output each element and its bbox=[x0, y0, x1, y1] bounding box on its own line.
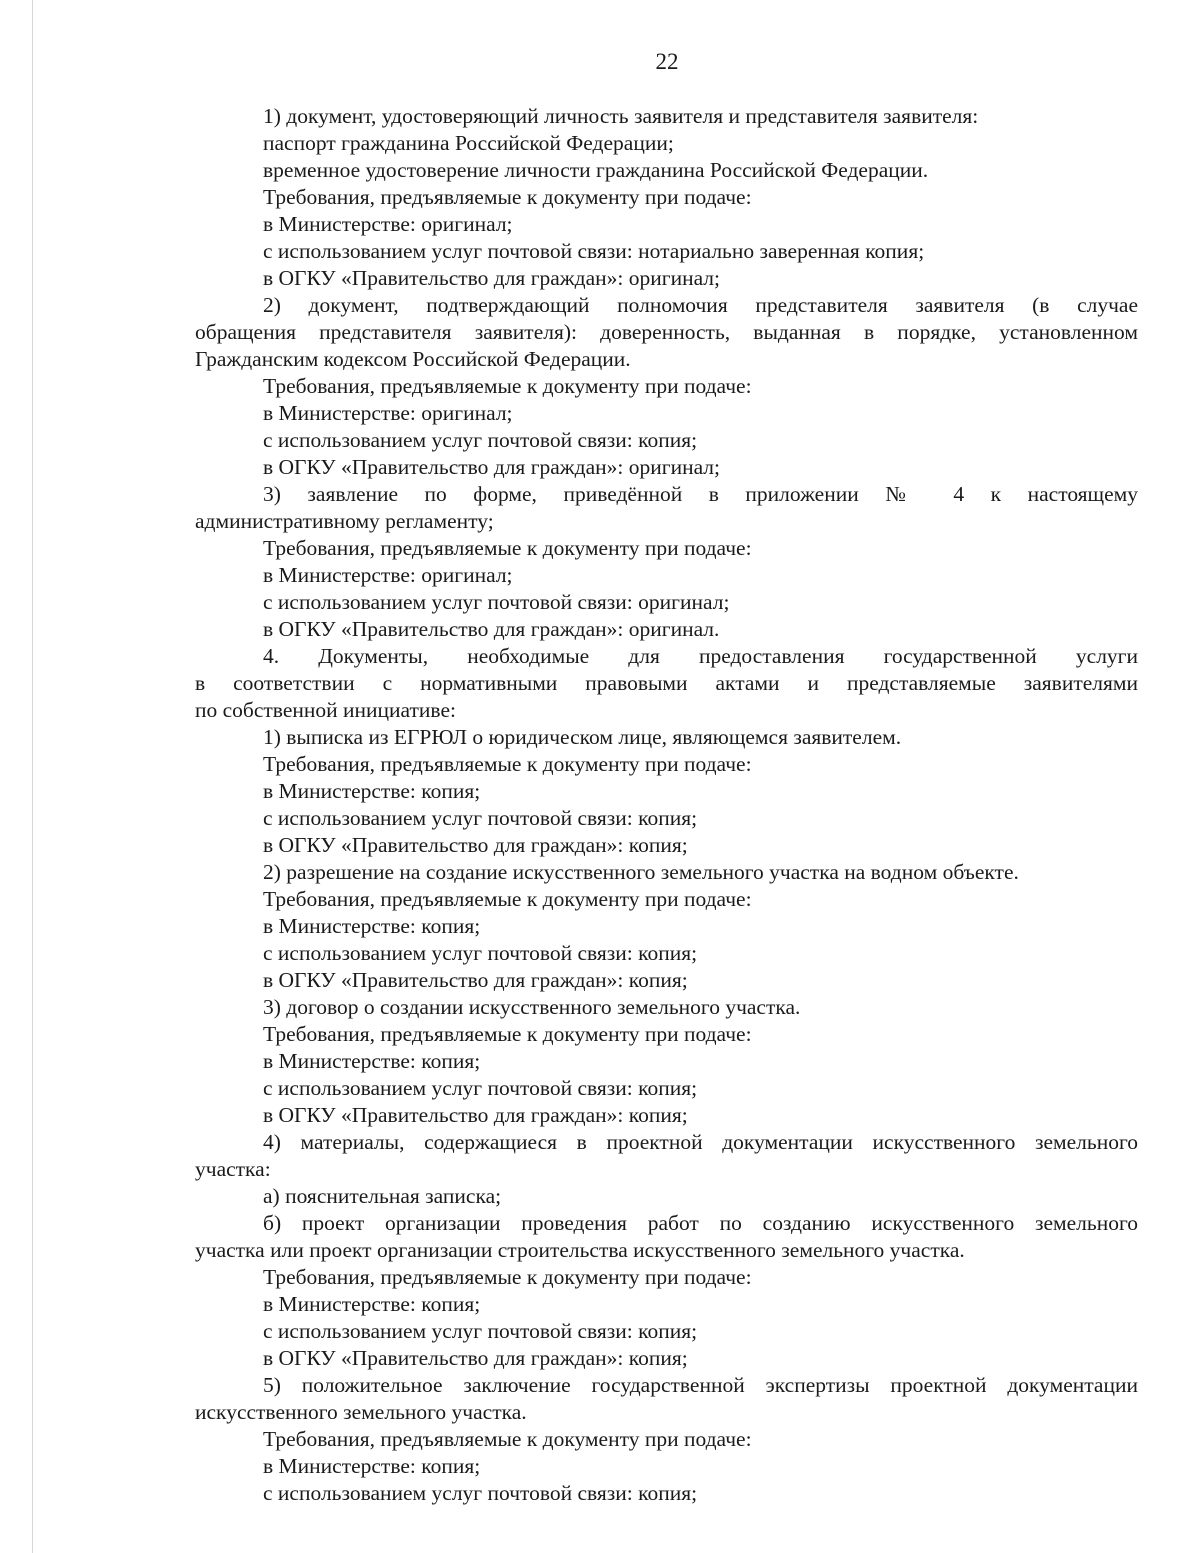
text-line: по собственной инициативе: bbox=[195, 698, 456, 722]
text-line: паспорт гражданина Российской Федерации; bbox=[263, 131, 674, 155]
text-line: 1) выписка из ЕГРЮЛ о юридическом лице, являющемся заявителем. bbox=[263, 725, 902, 749]
text-line: с использованием услуг почтовой связи: копия; bbox=[263, 1076, 698, 1100]
text-line: в Министерстве: оригинал; bbox=[263, 563, 513, 587]
text-line: Требования, предъявляемые к документу при подаче: bbox=[263, 887, 752, 911]
text-line: Требования, предъявляемые к документу при подаче: bbox=[263, 374, 752, 398]
text-line: обращения представителя заявителя): доверенность, выданная в порядке, установленном bbox=[195, 320, 1138, 344]
text-line: Требования, предъявляемые к документу при подаче: bbox=[263, 1427, 752, 1451]
text-line: в ОГКУ «Правительство для граждан»: копия; bbox=[263, 968, 688, 992]
page-number: 22 bbox=[655, 49, 679, 74]
text-line: Требования, предъявляемые к документу при подаче: bbox=[263, 752, 752, 776]
text-line: Требования, предъявляемые к документу при подаче: bbox=[263, 1022, 752, 1046]
text-line: в Министерстве: оригинал; bbox=[263, 401, 513, 425]
text-line: в Министерстве: копия; bbox=[263, 1454, 481, 1478]
text-line: с использованием услуг почтовой связи: копия; bbox=[263, 806, 698, 830]
text-line: временное удостоверение личности гражданина Российской Федерации. bbox=[263, 158, 929, 182]
text-line: Требования, предъявляемые к документу при подаче: bbox=[263, 1265, 752, 1289]
text-line: с использованием услуг почтовой связи: копия; bbox=[263, 941, 698, 965]
text-line: в ОГКУ «Правительство для граждан»: оригинал; bbox=[263, 455, 721, 479]
text-line: Требования, предъявляемые к документу при подаче: bbox=[263, 536, 752, 560]
text-line: с использованием услуг почтовой связи: нотариально заверенная копия; bbox=[263, 239, 925, 263]
text-line: с использованием услуг почтовой связи: копия; bbox=[263, 1319, 698, 1343]
text-line: в Министерстве: копия; bbox=[263, 779, 481, 803]
scan-margin-line bbox=[32, 0, 33, 1553]
text-line: искусственного земельного участка. bbox=[195, 1400, 527, 1424]
text-line: административному регламенту; bbox=[195, 509, 494, 533]
text-line: 2) документ, подтверждающий полномочия представителя заявителя (в случае bbox=[263, 293, 1138, 317]
document-body bbox=[195, 103, 1138, 1507]
text-line: в ОГКУ «Правительство для граждан»: оригинал. bbox=[263, 617, 720, 641]
text-line: 3) договор о создании искусственного земельного участка. bbox=[263, 995, 801, 1019]
text-line: с использованием услуг почтовой связи: копия; bbox=[263, 428, 698, 452]
text-line: 4) материалы, содержащиеся в проектной документации искусственного земельного bbox=[263, 1130, 1138, 1154]
text-line: а) пояснительная записка; bbox=[263, 1184, 502, 1208]
text-line: 2) разрешение на создание искусственного земельного участка на водном объекте. bbox=[263, 860, 1019, 884]
text-line: в Министерстве: оригинал; bbox=[263, 212, 513, 236]
text-line: Гражданским кодексом Российской Федерации. bbox=[195, 347, 631, 371]
text-line: 3) заявление по форме, приведённой в приложении № 4 к настоящему bbox=[263, 482, 1138, 506]
text-line: 5) положительное заключение государственной экспертизы проектной документации bbox=[263, 1373, 1138, 1397]
text-line: в Министерстве: копия; bbox=[263, 914, 481, 938]
text-line: в ОГКУ «Правительство для граждан»: копия; bbox=[263, 1103, 688, 1127]
text-line: в ОГКУ «Правительство для граждан»: копия; bbox=[263, 1346, 688, 1370]
text-line: с использованием услуг почтовой связи: оригинал; bbox=[263, 590, 730, 614]
text-line: в Министерстве: копия; bbox=[263, 1292, 481, 1316]
text-line: 1) документ, удостоверяющий личность заявителя и представителя заявителя: bbox=[263, 104, 979, 128]
text-line: участка: bbox=[195, 1157, 271, 1181]
text-line: б) проект организации проведения работ по созданию искусственного земельного bbox=[263, 1211, 1138, 1235]
text-line: Требования, предъявляемые к документу при подаче: bbox=[263, 185, 752, 209]
text-line: с использованием услуг почтовой связи: копия; bbox=[263, 1481, 698, 1505]
text-line: участка или проект организации строительства искусственного земельного участка. bbox=[195, 1238, 965, 1262]
text-line: в Министерстве: копия; bbox=[263, 1049, 481, 1073]
text-line: 4. Документы, необходимые для предоставления государственной услуги bbox=[263, 644, 1138, 668]
text-line: в соответствии с нормативными правовыми актами и представляемые заявителями bbox=[195, 671, 1138, 695]
text-line: в ОГКУ «Правительство для граждан»: оригинал; bbox=[263, 266, 721, 290]
text-line: в ОГКУ «Правительство для граждан»: копия; bbox=[263, 833, 688, 857]
